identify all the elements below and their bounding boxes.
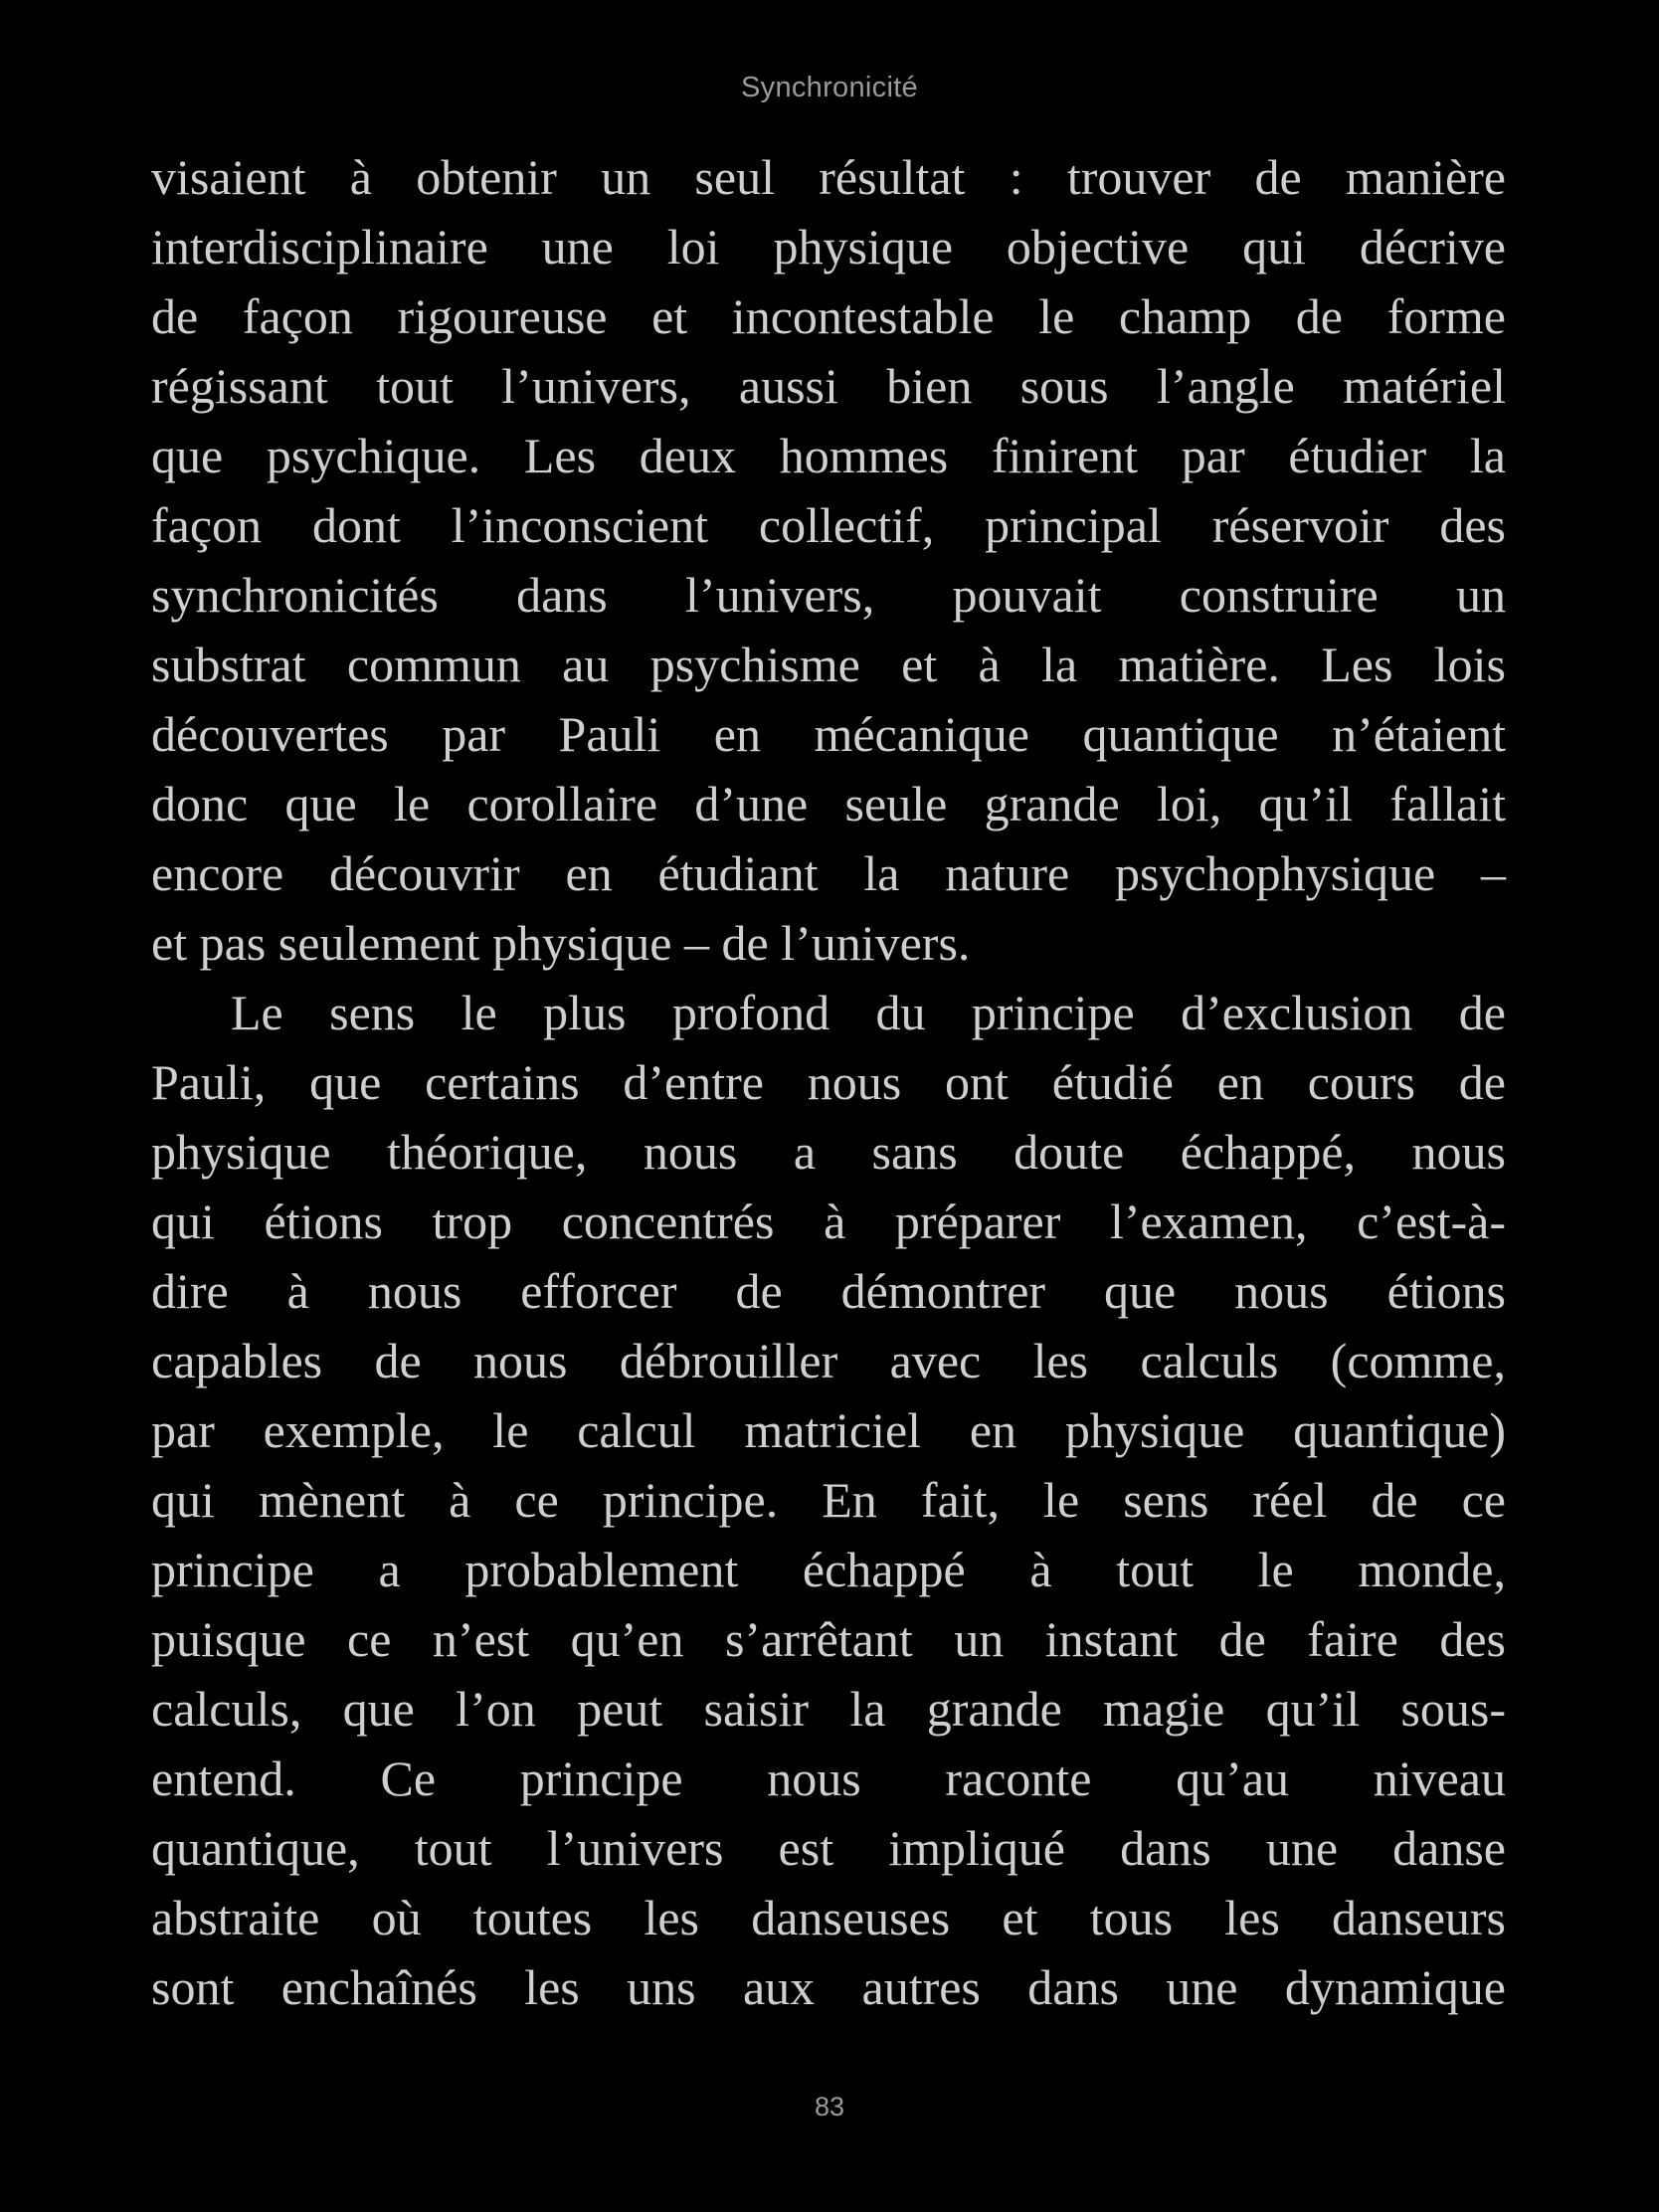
text-line: par exemple, le calcul matriciel en physique quantique) (151, 1402, 1506, 1458)
text-line: qui étions trop concentrés à préparer l’examen, c’est-à- (151, 1194, 1506, 1249)
text-line: capables de nous débrouiller avec les calculs (comme, (151, 1333, 1506, 1388)
text-line: Le sens le plus profond du principe d’exclusion de (231, 985, 1506, 1040)
text-line: puisque ce n’est qu’en s’arrêtant un instant de faire des (151, 1611, 1506, 1667)
text-line: interdisciplinaire une loi physique objective qui décrive (151, 219, 1506, 275)
paragraph-2 (151, 978, 1506, 2022)
chapter-title-header: Synchronicité (741, 72, 918, 103)
text-line: découvertes par Pauli en mécanique quantique n’étaient (151, 706, 1506, 762)
text-line: encore découvrir en étudiant la nature psychophysique – (151, 845, 1506, 901)
text-line: qui mènent à ce principe. En fait, le sens réel de ce (151, 1472, 1506, 1528)
book-text-body (151, 142, 1506, 2022)
text-line: Pauli, que certains d’entre nous ont étudié en cours de (151, 1054, 1506, 1110)
text-line: régissant tout l’univers, aussi bien sous l’angle matériel (151, 358, 1506, 414)
text-line: visaient à obtenir un seul résultat : trouver de manière (151, 149, 1506, 205)
text-line: substrat commun au psychisme et à la matière. Les lois (151, 637, 1506, 692)
text-line: dire à nous efforcer de démontrer que nous étions (151, 1263, 1506, 1319)
paragraph-1 (151, 142, 1506, 978)
text-line: synchronicités dans l’univers, pouvait construire un (151, 567, 1506, 623)
text-line: physique théorique, nous a sans doute échappé, nous (151, 1124, 1506, 1180)
text-line: principe a probablement échappé à tout le monde, (151, 1542, 1506, 1597)
text-line: donc que le corollaire d’une seule grande loi, qu’il fallait (151, 776, 1506, 831)
text-line: que psychique. Les deux hommes finirent par étudier la (151, 428, 1506, 483)
text-line: sont enchaînés les uns aux autres dans une dynamique (151, 1959, 1506, 2015)
text-line: abstraite où toutes les danseuses et tous les danseurs (151, 1890, 1506, 1945)
text-line: façon dont l’inconscient collectif, principal réservoir des (151, 497, 1506, 553)
text-line: entend. Ce principe nous raconte qu’au niveau (151, 1751, 1506, 1806)
text-line: et pas seulement physique – de l’univers. (151, 915, 971, 971)
text-line: de façon rigoureuse et incontestable le champ de forme (151, 288, 1506, 344)
text-line: quantique, tout l’univers est impliqué dans une danse (151, 1820, 1506, 1876)
text-line: calculs, que l’on peut saisir la grande magie qu’il sous- (151, 1681, 1506, 1737)
page-number: 83 (814, 2092, 845, 2121)
